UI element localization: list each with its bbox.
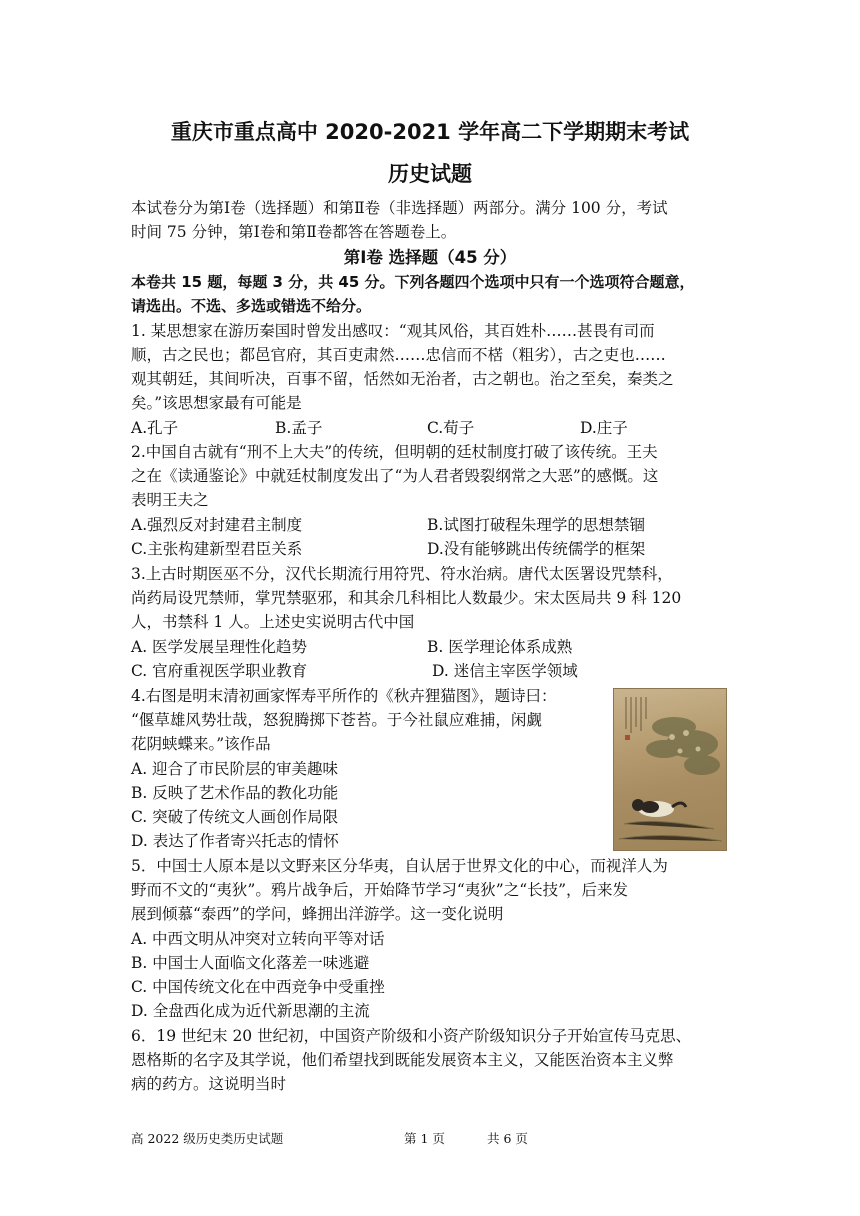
question-1-text: 1. 某思想家在游历秦国时曾发出感叹：“观其风俗，其百姓朴……甚畏有司而 bbox=[131, 322, 655, 340]
question-3-text: 3.上古时期医巫不分，汉代长期流行用符咒、符水治病。唐代太医署设咒禁科， bbox=[131, 565, 673, 583]
question-2-option-c[interactable]: C.主张构建新型君臣关系 bbox=[131, 540, 303, 558]
question-4-text: 花阴蛱蝶来。”该作品 bbox=[131, 735, 271, 753]
question-4-option-c[interactable]: C. 突破了传统文人画创作局限 bbox=[131, 808, 339, 826]
question-2-text: 表明王夫之 bbox=[131, 491, 209, 509]
question-5-option-a[interactable]: A. 中西文明从冲突对立转向平等对话 bbox=[131, 930, 385, 948]
question-6-text: 病的药方。这说明当时 bbox=[131, 1075, 287, 1093]
footer-total-pages: 共 6 页 bbox=[487, 1131, 528, 1146]
question-5-option-b[interactable]: B. 中国士人面临文化落差一味逃避 bbox=[131, 954, 370, 972]
footer-page-number: 第 1 页 bbox=[404, 1131, 445, 1146]
question-4-option-d[interactable]: D. 表达了作者寄兴托志的情怀 bbox=[131, 832, 339, 850]
question-2-option-a[interactable]: A.强烈反对封建君主制度 bbox=[131, 516, 303, 534]
question-2-option-d[interactable]: D.没有能够跳出传统儒学的框架 bbox=[427, 540, 646, 558]
instruction-line: 请选出。不选、多选或错选不给分。 bbox=[131, 297, 372, 315]
instruction-line: 本卷共 15 题，每题 3 分，共 45 分。下列各题四个选项中只有一个选项符合题意， bbox=[131, 273, 695, 291]
footer-exam-name: 高 2022 级历史类历史试题 bbox=[131, 1131, 284, 1146]
question-1-option-d[interactable]: D.庄子 bbox=[580, 419, 628, 437]
painting-illustration bbox=[614, 689, 726, 850]
painting-image bbox=[613, 688, 727, 851]
question-2-option-b[interactable]: B.试图打破程朱理学的思想禁锢 bbox=[427, 516, 645, 534]
question-5-text: 展到倾慕“泰西”的学问，蜂拥出洋游学。这一变化说明 bbox=[131, 905, 504, 923]
section-heading: 第Ⅰ卷 选择题（45 分） bbox=[343, 248, 517, 267]
question-4-text: 4.右图是明末清初画家恽寿平所作的《秋卉狸猫图》，题诗曰： bbox=[131, 687, 557, 705]
question-6-text: 6．19 世纪末 20 世纪初，中国资产阶级和小资产阶级知识分子开始宣传马克思、 bbox=[131, 1027, 692, 1045]
question-1-option-a[interactable]: A.孔子 bbox=[131, 419, 179, 437]
question-3-text: 尚药局设咒禁师，掌咒禁驱邪，和其余几科相比人数最少。宋太医局共 9 科 120 bbox=[131, 589, 682, 607]
page-title: 重庆市重点高中 2020-2021 学年高二下学期期末考试 bbox=[170, 120, 690, 144]
question-1-option-c[interactable]: C.荀子 bbox=[427, 419, 475, 437]
question-3-option-a[interactable]: A. 医学发展呈理性化趋势 bbox=[131, 638, 308, 656]
question-3-option-b[interactable]: B. 医学理论体系成熟 bbox=[427, 638, 573, 656]
question-4-text: “偃草雄风势壮哉，怒猊腾掷下苍苔。于今社鼠应难捕，闲觑 bbox=[131, 711, 542, 729]
question-2-text: 之在《读通鉴论》中就廷杖制度发出了“为人君者毁裂纲常之大恶”的感慨。这 bbox=[131, 467, 659, 485]
question-4-option-a[interactable]: A. 迎合了市民阶层的审美趣味 bbox=[131, 760, 339, 778]
question-1-text: 顺，古之民也；都邑官府，其百吏肃然……忠信而不楛（粗劣），古之吏也…… bbox=[131, 346, 666, 364]
question-3-option-d[interactable]: D. 迷信主宰医学领域 bbox=[432, 662, 578, 680]
page-subtitle: 历史试题 bbox=[388, 162, 472, 186]
question-4-option-b[interactable]: B. 反映了艺术作品的教化功能 bbox=[131, 784, 339, 802]
question-5-text: 5．中国士人原本是以文野来区分华夷，自认居于世界文化的中心，而视洋人为 bbox=[131, 857, 668, 875]
question-6-text: 恩格斯的名字及其学说，他们希望找到既能发展资本主义，又能医治资本主义弊 bbox=[131, 1051, 674, 1069]
question-5-option-d[interactable]: D. 全盘西化成为近代新思潮的主流 bbox=[131, 1002, 370, 1020]
question-1-option-b[interactable]: B.孟子 bbox=[275, 419, 323, 437]
question-2-text: 2.中国自古就有“刑不上大夫”的传统，但明朝的廷杖制度打破了该传统。王夫 bbox=[131, 443, 658, 461]
question-3-option-c[interactable]: C. 官府重视医学职业教育 bbox=[131, 662, 308, 680]
intro-line: 本试卷分为第Ⅰ卷（选择题）和第Ⅱ卷（非选择题）两部分。满分 100 分，考试 bbox=[131, 199, 668, 217]
question-1-text: 观其朝廷，其间听决，百事不留，恬然如无治者，古之朝也。治之至矣，秦类之 bbox=[131, 370, 674, 388]
question-5-text: 野而不文的“夷狄”。鸦片战争后，开始降节学习“夷狄”之“长技”，后来发 bbox=[131, 881, 629, 899]
question-3-text: 人，书禁科 1 人。上述史实说明古代中国 bbox=[131, 613, 415, 631]
intro-line: 时间 75 分钟，第Ⅰ卷和第Ⅱ卷都答在答题卷上。 bbox=[131, 223, 457, 241]
question-1-text: 矣。”该思想家最有可能是 bbox=[131, 394, 302, 412]
question-5-option-c[interactable]: C. 中国传统文化在中西竞争中受重挫 bbox=[131, 978, 385, 996]
